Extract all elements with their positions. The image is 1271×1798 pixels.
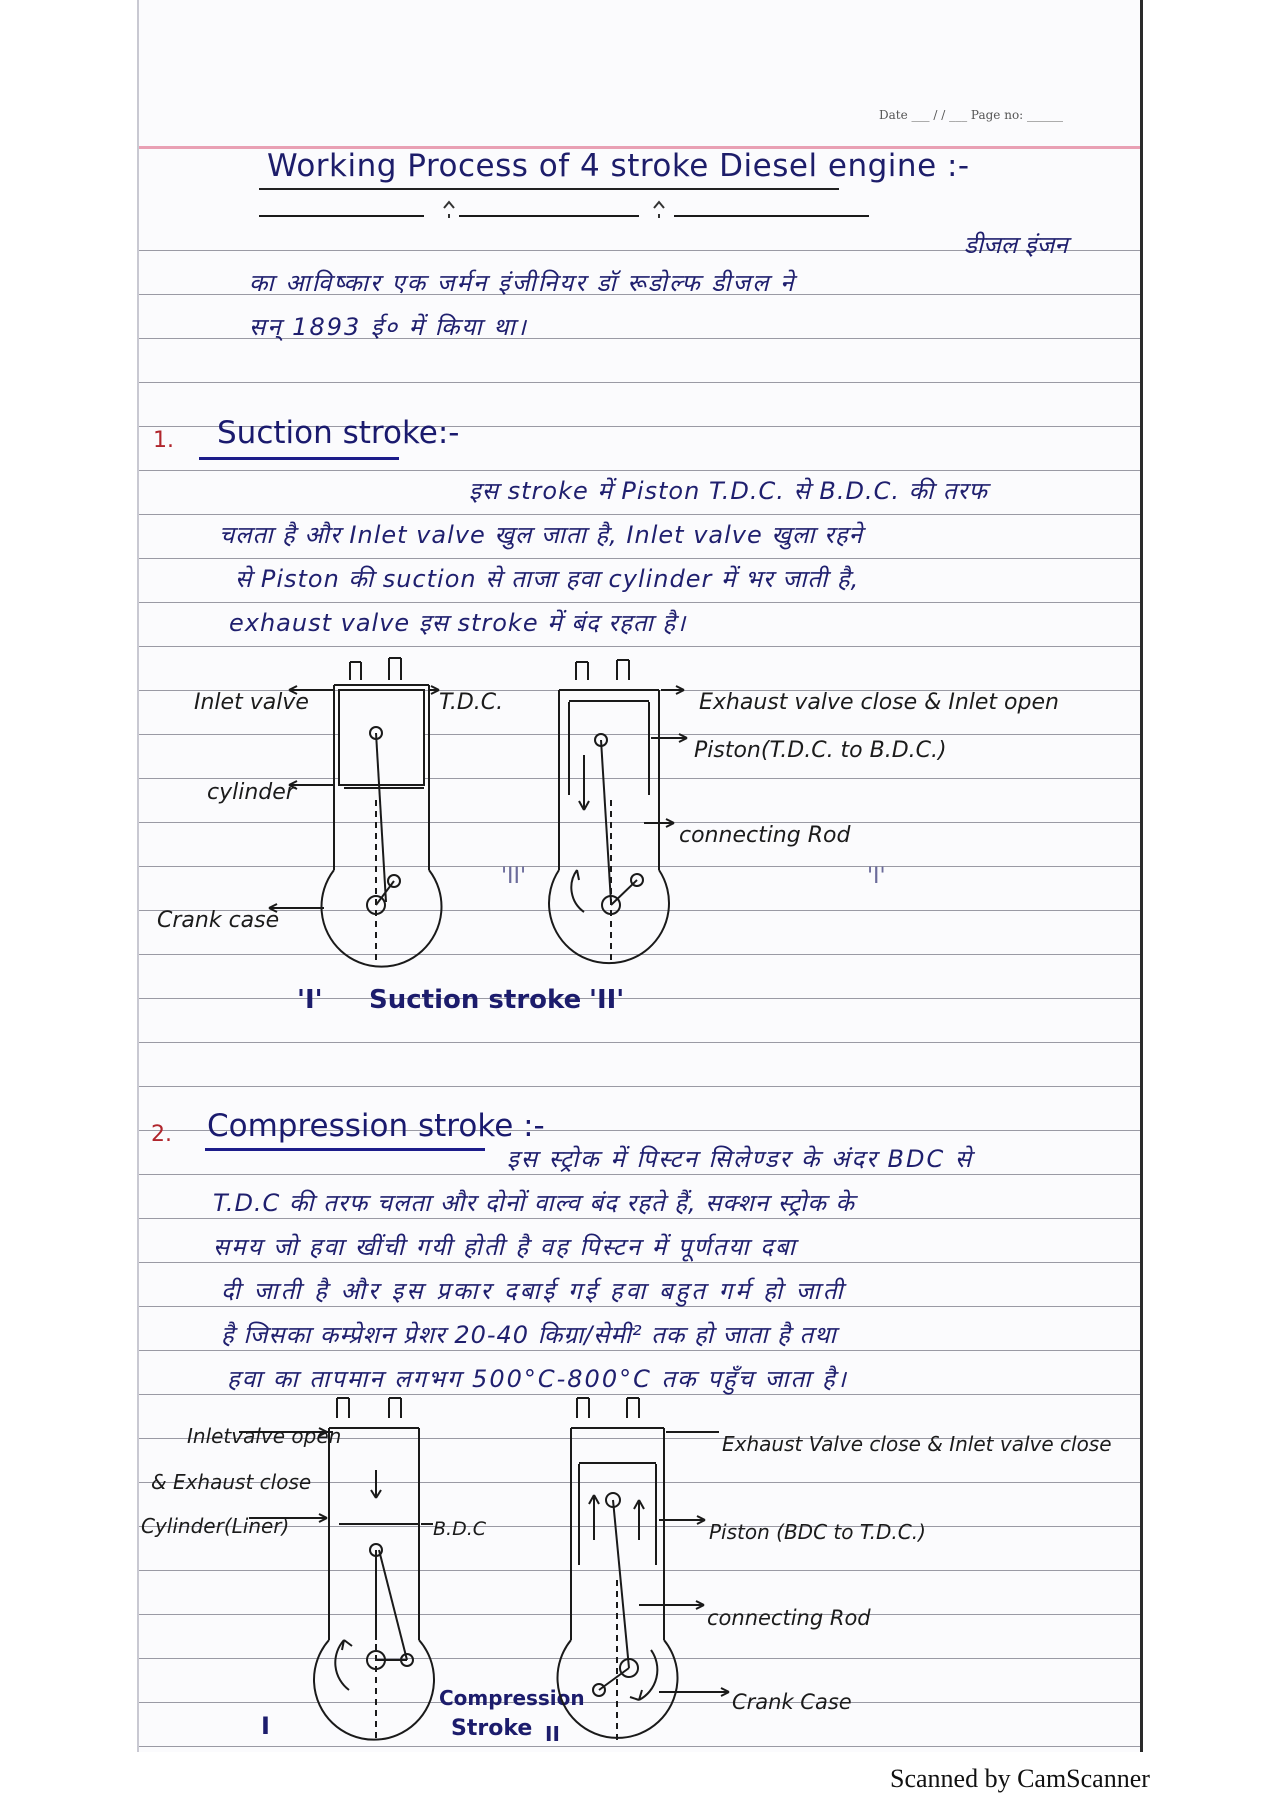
mark-ii-bottom: II (545, 1722, 560, 1746)
compression-line-3: समय जो हवा खींची गयी होती है वह पिस्टन में पूर्णतया दबा (213, 1233, 797, 1261)
label-piston: Piston(T.D.C. to B.D.C.) (694, 738, 947, 763)
suction-number: 1. (153, 428, 174, 453)
caption-mark-i: 'I' (297, 985, 323, 1015)
label-crank-case: Crank case (157, 908, 280, 933)
suction-line-1: इस stroke में Piston T.D.C. से B.D.C. की तरफ (469, 477, 988, 505)
engine-diagram-compression-i (239, 1398, 434, 1740)
page-label: Page no: (970, 108, 1024, 122)
compression-number: 2. (151, 1122, 172, 1147)
label-inlet-valve-open: Inletvalve open (187, 1424, 342, 1448)
date-slashes: / / (933, 108, 946, 122)
label-exhaust-valve: Exhaust valve close & Inlet open (699, 690, 1059, 715)
engine-diagram-suction-i (269, 658, 442, 967)
label-exhaust-close: & Exhaust close (151, 1470, 312, 1494)
mark-ii-faint: 'II' (501, 864, 527, 889)
label-connecting-rod-2: connecting Rod (707, 1606, 871, 1630)
intro-line-2: का आविष्कार एक जर्मन इंजीनियर डॉ रूडोल्फ डीजल ने (249, 269, 796, 297)
label-crank-case-2: Crank Case (732, 1690, 852, 1714)
label-piston-bdc-tdc: Piston (BDC to T.D.C.) (709, 1520, 926, 1544)
label-compression: Compression (439, 1686, 585, 1710)
label-bdc: B.D.C (433, 1518, 487, 1540)
suction-line-3: से Piston की suction से ताजा हवा cylinder में भर जाती है, (235, 565, 860, 593)
engine-diagrams (139, 0, 1140, 1752)
scanner-watermark: Scanned by CamScanner (890, 1764, 1150, 1793)
intro-line-1: डीजल इंजन (964, 231, 1068, 259)
label-cylinder-liner: Cylinder(Liner) (141, 1514, 290, 1538)
label-inlet-valve: Inlet valve (194, 690, 309, 715)
compression-heading: Compression stroke :- (207, 1108, 545, 1144)
suction-line-4: exhaust valve इस stroke में बंद रहता है। (229, 609, 687, 637)
label-connecting-rod: connecting Rod (679, 823, 851, 848)
compression-line-4: दी जाती है और इस प्रकार दबाई गई हवा बहुत गर्म हो जाती (221, 1277, 846, 1305)
label-exhaust-inlet-close: Exhaust Valve close & Inlet valve close (722, 1432, 1112, 1456)
engine-diagram-suction-ii (549, 660, 687, 963)
label-stroke: Stroke (451, 1716, 533, 1741)
page-title: Working Process of 4 stroke Diesel engine :- (267, 148, 970, 184)
suction-heading: Suction stroke:- (217, 415, 460, 451)
compression-line-1: इस स्ट्रोक में पिस्टन सिलेण्डर के अंदर BDC से (507, 1145, 974, 1173)
compression-line-6: हवा का तापमान लगभग 500°C-800°C तक पहुँच जाता है। (227, 1365, 848, 1393)
mark-i-bottom: I (261, 1712, 270, 1740)
engine-diagram-compression-ii (558, 1398, 730, 1740)
intro-line-3: सन् 1893 ई० में किया था। (249, 313, 528, 341)
notebook-page (137, 0, 1143, 1752)
compression-line-2: T.D.C की तरफ चलता और दोनों वाल्व बंद रहते हैं, सक्शन स्ट्रोक के (213, 1189, 855, 1217)
label-tdc: T.D.C. (439, 690, 504, 715)
mark-i-faint: 'I' (867, 864, 886, 889)
date-page-header: Date ___ / / ___ Page no: ______ (879, 108, 1064, 122)
compression-line-5: है जिसका कम्प्रेशन प्रेशर 20-40 किग्रा/सेमी² तक हो जाता है तथा (221, 1321, 837, 1349)
suction-line-2: चलता है और Inlet valve खुल जाता है, Inlet valve खुला रहने (219, 521, 863, 549)
date-label: Date (879, 108, 908, 122)
caption-suction-stroke: Suction stroke (369, 985, 582, 1015)
label-cylinder: cylinder (207, 780, 295, 805)
caption-mark-ii: 'II' (589, 985, 625, 1015)
